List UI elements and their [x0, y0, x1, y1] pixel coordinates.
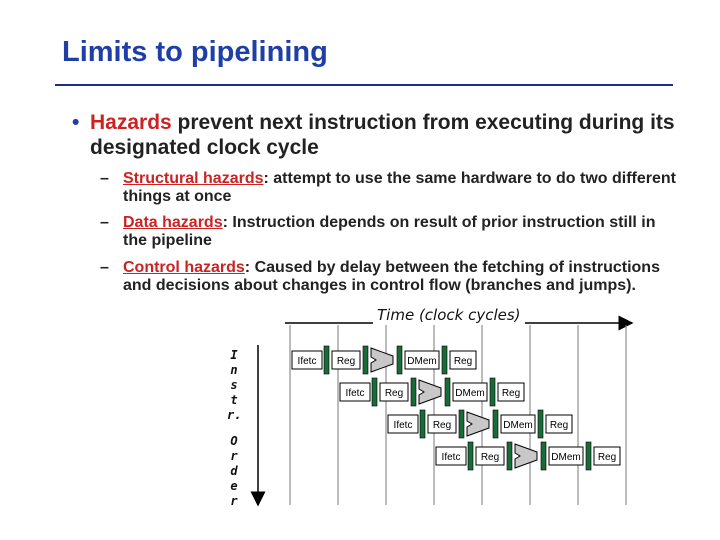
structural-hazards-text: : attempt to use the same hardware to do two different things at once: [123, 170, 676, 205]
pipeline-latch: [445, 378, 450, 406]
pipeline-latch: [442, 346, 447, 374]
alu-icon: [371, 348, 393, 372]
axis-letter: s: [230, 378, 238, 392]
ifetch-label: Ifetc: [393, 420, 413, 431]
time-label: Time (clock cycles): [373, 306, 525, 324]
bullet-marker: •: [72, 111, 80, 134]
instr-axis-label: [227, 348, 241, 423]
data-hazards-link[interactable]: Data hazards: [123, 214, 223, 231]
alu-icon: [515, 444, 537, 468]
pipeline-latch: [397, 346, 402, 374]
axis-letter: n: [230, 363, 238, 377]
reg-read-label: Reg: [336, 356, 356, 367]
pipeline-latch: [372, 378, 377, 406]
ifetch-label: Ifetc: [441, 452, 461, 463]
control-hazards-text: : Caused by delay between the fetching of instructions and decisions about changes in control flow (branches and jumps).: [123, 259, 660, 294]
pipeline-latch: [468, 442, 473, 470]
pipeline-latch: [324, 346, 329, 374]
alu-icon: [419, 380, 441, 404]
ifetch-label: Ifetc: [345, 388, 365, 399]
dmem-label: DMem: [503, 420, 533, 431]
axis-letter: I: [230, 348, 238, 362]
slide-title: Limits to pipelining: [62, 36, 328, 68]
subbullet-dash: –: [100, 170, 109, 187]
dmem-label: DMem: [551, 452, 581, 463]
pipeline-rows: [292, 346, 620, 470]
control-hazards-link[interactable]: Control hazards: [123, 259, 245, 276]
instruction-row-4: [436, 442, 620, 470]
subbullet-dash: –: [100, 214, 109, 231]
axis-letter: e: [230, 479, 238, 493]
pipeline-latch: [363, 346, 368, 374]
pipeline-latch: [493, 410, 498, 438]
pipeline-latch: [507, 442, 512, 470]
reg-read-label: Reg: [384, 388, 404, 399]
reg-read-label: Reg: [480, 452, 500, 463]
pipeline-latch: [538, 410, 543, 438]
reg-read-label: Reg: [432, 420, 452, 431]
instruction-row-2: [340, 378, 524, 406]
reg-write-label: Reg: [501, 388, 521, 399]
dmem-label: DMem: [455, 388, 485, 399]
pipeline-latch: [420, 410, 425, 438]
data-hazards-text: : Instruction depends on result of prior instruction still in the pipeline: [123, 214, 656, 249]
pipeline-latch: [541, 442, 546, 470]
axis-letter: r: [230, 494, 238, 508]
structural-hazards-link[interactable]: Structural hazards: [123, 170, 264, 187]
instruction-row-3: [388, 410, 572, 438]
axis-letter: t: [230, 393, 238, 407]
pipeline-latch: [490, 378, 495, 406]
hazards-word: Hazards: [90, 111, 172, 134]
dmem-label: DMem: [407, 356, 437, 367]
axis-letter: r: [230, 449, 238, 463]
reg-write-label: Reg: [597, 452, 617, 463]
reg-write-label: Reg: [453, 356, 473, 367]
reg-write-label: Reg: [549, 420, 569, 431]
instruction-row-1: [292, 346, 476, 374]
axis-letter: O: [230, 434, 238, 448]
axis-letter: d: [230, 464, 238, 478]
order-axis-label: [227, 434, 241, 509]
subbullet-dash: –: [100, 259, 109, 276]
axis-letter: r.: [227, 408, 242, 422]
pipeline-latch: [459, 410, 464, 438]
pipeline-latch: [411, 378, 416, 406]
alu-icon: [467, 412, 489, 436]
pipeline-latch: [586, 442, 591, 470]
main-bullet-rest: prevent next instruction from executing during its designated clock cycle: [90, 111, 675, 159]
ifetch-label: Ifetc: [297, 356, 317, 367]
